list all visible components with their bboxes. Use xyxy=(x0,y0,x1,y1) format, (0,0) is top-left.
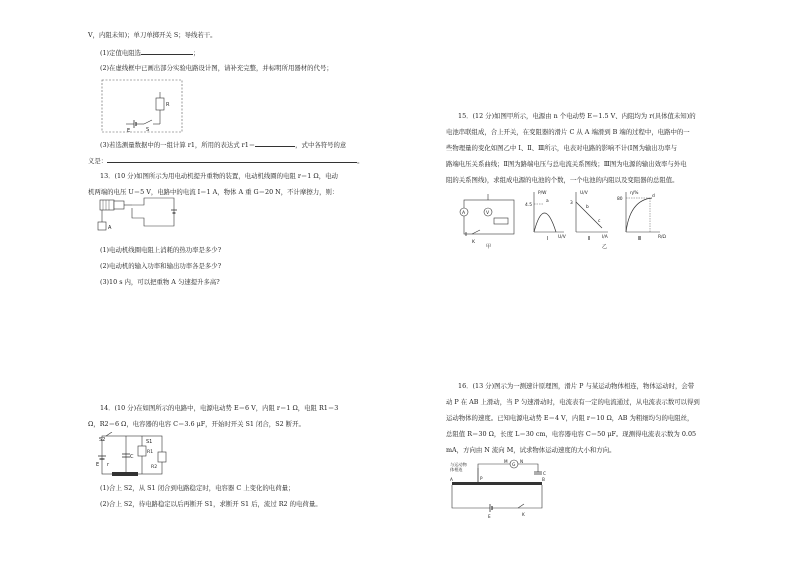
q13-part2: (2)电动机的输入功率和输出功率各是多少? xyxy=(100,262,222,270)
label-k: K xyxy=(522,512,525,517)
q12-part3-blank xyxy=(255,140,295,147)
q12-part1-text: (1)定值电阻选 xyxy=(100,49,142,57)
g2-xlabel: I/A xyxy=(602,235,608,240)
efficiency-curve xyxy=(626,198,652,232)
g3-ytick: 80 xyxy=(617,197,623,202)
label-r1: R1 xyxy=(147,450,154,455)
q15-stem-4: 路端电压关系曲线；Ⅱ图为路端电压与总电流关系图线；Ⅲ图为电源的输出效率与外电 xyxy=(446,160,687,168)
label-r: R xyxy=(166,102,170,108)
label-e: E xyxy=(488,514,491,518)
q12-part3-tail: ，式中各符号的意 xyxy=(295,141,347,149)
q16-stem-4: 总阻值 R＝30 Ω，长度 L＝30 cm，电容器电容 C＝50 μF。现测得电流表示数为 0.05 xyxy=(446,430,697,438)
g3-xlabel: R/Ω xyxy=(658,235,666,240)
q14-stem-2: Ω，R2＝6 Ω，电容器的电容 C＝3.6 μF，开始时开关 S1 闭合，S2 断开。 xyxy=(88,420,305,428)
q13-stem-1: 13．(10 分)如图所示为用电动机提升重物的装置，电动机线圈的电阻 r＝1 Ω，电动 xyxy=(100,172,338,180)
g1-num: Ⅰ xyxy=(547,236,549,242)
label-r: r xyxy=(107,462,110,468)
q12-part3-text: (3)若选测量数据中的一组计算 r1，所用的表达式 r1＝ xyxy=(100,141,256,149)
label-g: G xyxy=(512,463,516,468)
voltmeter-label: V xyxy=(486,211,490,216)
resistor-r xyxy=(156,98,164,110)
q15-stem-1: 15．(12 分)如图甲所示，电源由 n 个电动势 E＝1.5 V、内阻均为 r(具体值未知)的 xyxy=(458,112,696,120)
q16-figure xyxy=(448,458,548,518)
g3-ylabel: η/% xyxy=(630,191,639,196)
q14-stem-1: 14．(10 分)在如图所示的电路中，电源电动势 E＝6 V，内阻 r＝1 Ω，电阻 R1＝3 xyxy=(100,404,339,412)
q15-stem-3: 些物理量的变化如图乙中 Ⅰ、Ⅱ、Ⅲ所示，电表对电路的影响不计(Ⅰ图为输出功率与 xyxy=(446,144,677,152)
motor xyxy=(100,200,114,210)
g2-ytick: 3 xyxy=(570,201,573,206)
q16-stem-3: 运动物体的速度。已知电源电动势 E＝4 V，内阻 r＝10 Ω，AB 为粗细均匀的电阻丝， xyxy=(446,414,694,422)
q12-part1-end: ； xyxy=(193,49,200,57)
q13-motor-figure xyxy=(96,196,188,238)
g1-xlabel: U/V xyxy=(558,235,566,240)
g3-num: Ⅲ xyxy=(638,236,642,242)
q14-circuit-figure xyxy=(96,432,168,480)
label-e: E xyxy=(127,128,131,134)
g3-point: d xyxy=(652,194,655,199)
graph-1 xyxy=(525,190,566,242)
label-p: P xyxy=(480,476,483,481)
q14-part1: (1)合上 S2，从 S1 闭合到电路稳定时，电容器 C 上变化的电荷量； xyxy=(100,484,295,492)
q14-part2: (2)合上 S2，待电路稳定以后再断开 S1，求断开 S1 后，流过 R2 的电荷量。 xyxy=(100,500,322,508)
switch-label: K xyxy=(472,240,476,245)
q12-part3-meaning xyxy=(88,156,364,165)
resistance-wire xyxy=(452,482,542,485)
rheostat xyxy=(494,218,508,224)
label-r2: R2 xyxy=(151,465,158,470)
meaning-blank xyxy=(107,156,357,163)
label-c: C xyxy=(543,471,546,476)
g2-ylabel: U/V xyxy=(580,191,588,196)
g1-point: a xyxy=(546,199,549,204)
meaning-label: 义是： xyxy=(88,157,108,165)
meaning-end: 。 xyxy=(357,157,364,165)
label-a: A xyxy=(108,225,112,231)
q12-part3 xyxy=(100,140,346,149)
q16-stem-1: 16．(13 分)图示为一测速计原理图，滑片 P 与某运动物体相连，物体运动时，会带 xyxy=(458,382,695,390)
q12-part2: (2)在虚线框中已画出部分实验电路设计图，请补充完整，并标明所用器材的代号； xyxy=(100,64,333,72)
q16-label-2: 体相连 xyxy=(450,467,463,472)
label-s2: S2 xyxy=(99,437,106,443)
graph-3 xyxy=(617,190,667,242)
q16-stem-5: mA，方向由 N 流向 M，试求物体运动速度的大小和方向。 xyxy=(446,446,616,454)
q12-part1-blank xyxy=(141,48,193,55)
label-e: E xyxy=(96,462,100,468)
q12-part1 xyxy=(100,48,199,57)
power-curve xyxy=(534,213,556,232)
q12-circuit-figure xyxy=(100,78,184,134)
label-s1: S1 xyxy=(146,439,153,445)
resistor-r2 xyxy=(158,452,166,462)
ammeter-label: A xyxy=(462,211,466,216)
q15-stem-5: 阻的关系图线)，求组成电源的电池的个数，一个电池的内阻以及变阻器的总阻值。 xyxy=(446,176,679,184)
bar xyxy=(112,472,138,476)
q16-stem-2: 动 P 在 AB 上滑动，当 P 匀速滑动时，电流表有一定的电流通过，从电流表示数可以得到 xyxy=(446,398,700,406)
label-b: B xyxy=(542,477,545,482)
label-a: A xyxy=(450,477,453,482)
caption-jia: 甲 xyxy=(486,244,492,250)
q13-stem-2: 机两端的电压 U＝5 V，电路中的电流 I＝1 A，物体 A 重 G＝20 N，不计摩擦力，则： xyxy=(88,188,339,196)
g1-ylabel: P/W xyxy=(538,191,547,196)
q13-part3: (3)10 s 内，可以把重物 A 匀速提升多高? xyxy=(100,278,220,286)
label-s: S xyxy=(146,127,150,133)
q16-label-1: 与运动物 xyxy=(450,462,467,467)
g2-point-b: b xyxy=(586,205,589,210)
q15-figure xyxy=(452,188,684,250)
g2-point-c: c xyxy=(598,219,601,224)
label-m: M xyxy=(504,459,508,464)
graph-2 xyxy=(570,190,608,250)
q12-options-tail: V，内阻未知)；单刀单掷开关 S；导线若干。 xyxy=(88,31,217,39)
g1-ytick: 4.5 xyxy=(525,203,532,208)
q15-circuit-jia xyxy=(460,194,514,250)
q13-part1: (1)电动机线圈电阻上消耗的热功率是多少? xyxy=(100,246,222,254)
ui-line xyxy=(576,202,602,228)
caption-yi: 乙 xyxy=(602,244,608,250)
label-c: C xyxy=(130,454,134,460)
g2-num: Ⅱ xyxy=(588,236,591,242)
weight-a xyxy=(98,222,106,230)
resistor-r1 xyxy=(138,446,146,456)
label-n: N xyxy=(520,459,524,464)
q15-stem-2: 电池串联组成，合上开关，在变阻器的滑片 C 从 A 端滑到 B 端的过程中，电路中的一 xyxy=(446,128,690,136)
